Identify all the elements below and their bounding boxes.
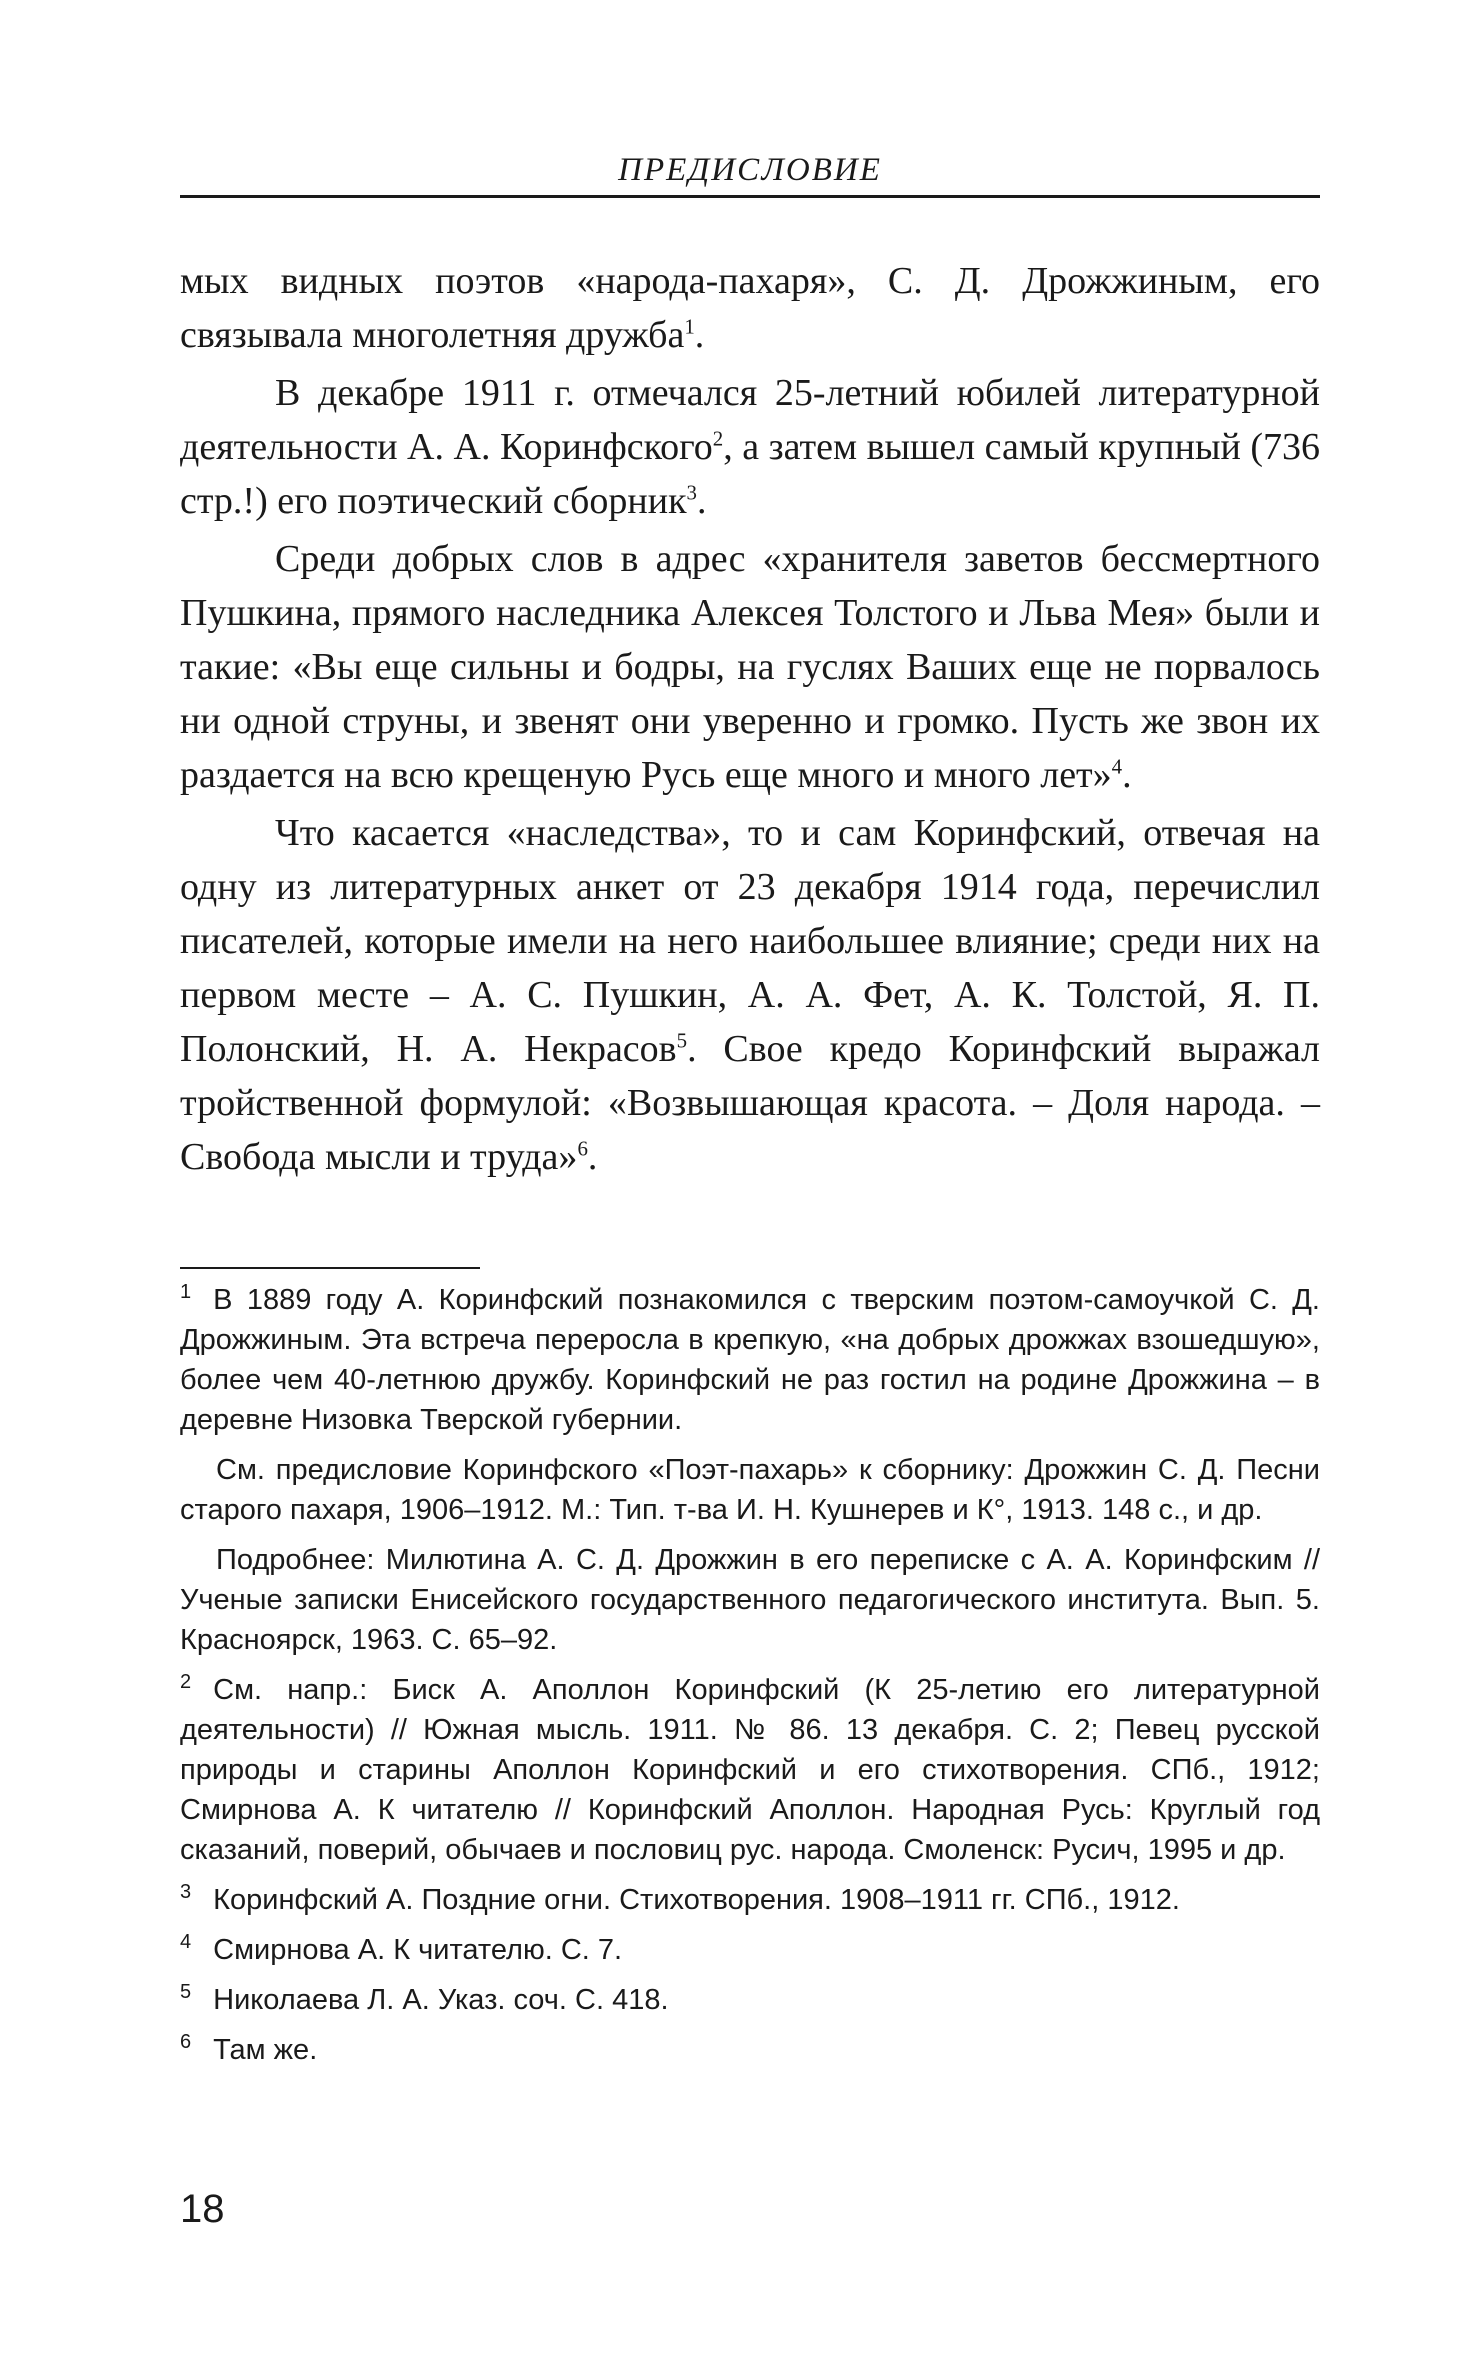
paragraph-end: . [696,480,707,522]
footnote-ref-5[interactable]: 5 [676,1028,688,1053]
paragraph-tail: , а затем вышел самый крупный (736 стр.!) его поэтический сборник [180,426,1320,522]
footnote-text: Коринфский А. Поздние огни. Стихотворения. 1908–1911 гг. СПб., 1912. [213,1884,1180,1916]
footnote-number: 2 [180,1671,192,1694]
header-rule [180,195,1320,198]
footnote-text: Смирнова А. К читателю. С. 7. [213,1934,623,1966]
footnote-number: 5 [180,1981,192,2004]
footnote-text: В 1889 году А. Коринфский познакомился с тверским поэтом-самоучкой С. Д. Дрожжиным. Эта встреча переросла в крепкую, «на добрых дрожжах взошедшую», более чем 40-летнюю дружбу. Коринфский не раз гостил на родине Дрожжина – в деревне Низовка Тверской губернии. [180,1284,1320,1436]
paragraph-tail: . Свое кредо Коринфский выражал тройственной формулой: «Возвышающая красота. – Доля народа. – Свобода мысли и труда» [180,1028,1320,1178]
footnotes [180,1280,1320,2080]
footnote-text: Там же. [213,2034,318,2066]
footnote-6 [180,2030,1320,2070]
footnote-rule [180,1267,480,1269]
footnote-number: 1 [180,1281,192,1304]
paragraph-end: . [587,1136,598,1178]
paragraph-text: В декабре 1911 г. отмечался 25-летний юбилей литературной деятельности А. А. Коринфского [180,372,1320,468]
footnote-number: 3 [180,1881,192,1904]
footnote-5 [180,1980,1320,2020]
footnote-1-continuation: См. предисловие Коринфского «Поэт-пахарь» к сборнику: Дрожжин С. Д. Песни старого пахаря, 1906–1912. М.: Тип. т-ва И. Н. Кушнерев и К°, 1913. 148 с., и др. [180,1454,1320,1526]
footnote-1-continuation: Подробнее: Милютина А. С. Д. Дрожжин в его переписке с А. А. Коринфским // Ученые записки Енисейского государственного педагогического института. Вып. 5. Красноярск, 1963. С. 65–92. [180,1544,1320,1656]
paragraph-tail: . [1122,754,1132,796]
footnote-text: Николаева Л. А. Указ. соч. С. 418. [213,1984,669,2016]
paragraph-jubilee [180,366,1320,528]
footnote-ref-1[interactable]: 1 [684,314,695,339]
footnote-ref-3[interactable]: 3 [686,480,697,505]
footnote-2 [180,1670,1320,1870]
footnote-4 [180,1930,1320,1970]
paragraph-text: Что касается «наследства», то и сам Коринфский, отвечая на одну из литературных анкет от 23 декабря 1914 года, перечислил писателей, которые имели на него наибольшее влияние; среди них на первом месте – А. С. Пушкин, А. А. Фет, А. К. Толстой, Я. П. Полонский, Н. А. Некрасов [180,812,1320,1070]
paragraph-continued [180,254,1320,362]
paragraph-text: мых видных поэтов «народа-пахаря», С. Д. Дрожжиным, его связывала многолетняя дружба [180,260,1320,356]
footnote-3 [180,1880,1320,1920]
footnote-ref-2[interactable]: 2 [712,426,724,451]
footnote-text: См. напр.: Биск А. Аполлон Коринфский (К 25-летию его литературной деятельности) // Южная мысль. 1911. № 86. 13 декабря. С. 2; Певец русской природы и старины Аполлон Коринфский и его стихотворения. СПб., 1912; Смирнова А. К читателю // Коринфский Аполлон. Народная Русь: Круглый год сказаний, поверий, обычаев и пословиц рус. народа. Смоленск: Русич, 1995 и др. [180,1674,1320,1866]
paragraph-heritage [180,806,1320,1184]
paragraph-text: Среди добрых слов в адрес «хранителя заветов бессмертного Пушкина, прямого наследника Алексея Толстого и Льва Мея» были и такие: «Вы еще сильны и бодры, на гуслях Ваших еще не порвалось ни одной струны, и звенят они уверенно и громко. Пусть же звон их раздается на всю крещеную Русь еще много и много лет» [180,538,1320,796]
footnote-number: 4 [180,1931,192,1954]
main-text [180,254,1320,1188]
footnote-number: 6 [180,2031,192,2054]
paragraph-kind-words [180,532,1320,802]
paragraph-tail: . [694,314,705,356]
footnote-ref-4[interactable]: 4 [1111,754,1123,779]
running-head: ПРЕДИСЛОВИЕ [618,152,882,188]
footnote-1 [180,1280,1320,1440]
footnote-ref-6[interactable]: 6 [577,1136,588,1161]
page-number: 18 [180,2187,225,2231]
